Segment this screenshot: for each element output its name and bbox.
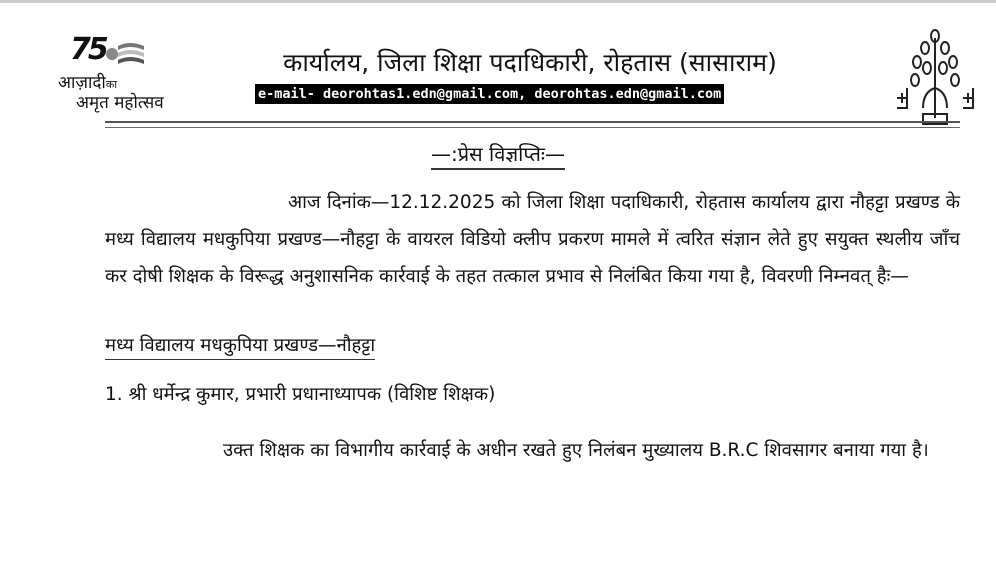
flag-icon xyxy=(106,40,146,68)
intro-paragraph: आज दिनांक—12.12.2025 को जिला शिक्षा पदाधिकारी, रोहतास कार्यालय द्वारा नौहट्टा प्रखण्ड के मध्य विद्यालय मधकुपिया प्रखण्ड—नौहट्टा के वायरल विडियो क्लीप प्रकरण मामले में त्वरित संज्ञान लेते हुए सयुक्त स्थलीय जाँच कर दोषी शिक्षक के विरूद्ध अनुशासनिक कार्रवाई के तहत तत्काल प्रभाव से निलंबित किया गया है, विवरणी निम्नवत् हैः— xyxy=(105,192,960,287)
school-heading: मध्य विद्यालय मधकुपिया प्रखण्ड—नौहट्टा xyxy=(105,332,375,360)
bihar-govt-emblem-icon xyxy=(893,28,978,128)
office-title: कार्यालय, जिला शिक्षा पदाधिकारी, रोहतास (सासाराम) xyxy=(283,48,777,77)
logo-number: 75 xyxy=(70,32,106,67)
azadi-ka-amrit-mahotsav-logo xyxy=(58,32,193,112)
suspension-paragraph: उक्त शिक्षक का विभागीय कार्रवाई के अधीन रखते हुए निलंबन मुख्यालय B.R.C शिवसागर बनाया गया है। xyxy=(223,440,929,461)
logo-line1: आज़ादीका xyxy=(58,73,118,93)
logo-line2: अमृत महोत्सव xyxy=(76,93,164,113)
top-border xyxy=(0,0,996,3)
email-addresses: e-mail- deorohtas1.edn@gmail.com, deorohtas.edn@gmail.com xyxy=(255,84,724,104)
header-rule-thin xyxy=(105,127,960,128)
press-release-heading xyxy=(0,140,996,167)
press-release-heading-text: —:प्रेस विज्ञप्तिः— xyxy=(431,142,565,170)
suspended-teacher-item: 1. श्री धर्मेन्द्र कुमार, प्रभारी प्रधानाध्यापक (विशिष्ट शिक्षक) xyxy=(105,384,496,405)
header-rule xyxy=(105,121,960,123)
